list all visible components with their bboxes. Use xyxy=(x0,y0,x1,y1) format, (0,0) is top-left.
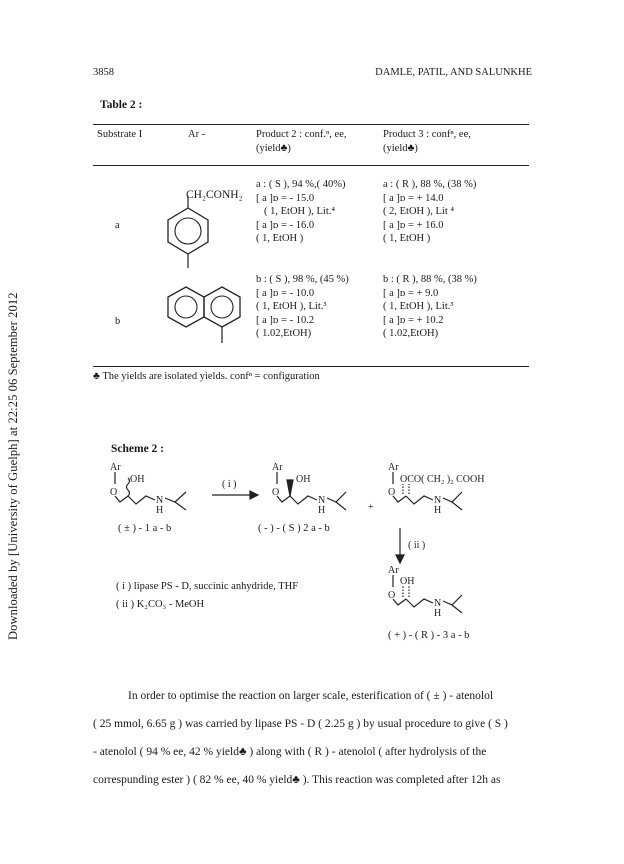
mol4-ar: Ar xyxy=(388,565,399,576)
label-racemic: ( ± ) - 1 a - b xyxy=(118,523,172,534)
table-footnote: ♣ The yields are isolated yields. confⁿ = configuration xyxy=(93,371,320,382)
step-i-label: ( i ) xyxy=(222,479,237,490)
row-a-substrate: a xyxy=(115,220,120,231)
mol2-ar: Ar xyxy=(272,462,283,473)
mol4-oh: OH xyxy=(400,576,415,587)
mol2-h: H xyxy=(318,505,326,516)
mol1-n: N xyxy=(156,495,164,506)
row-a-aryl-structure xyxy=(160,196,220,272)
col-header-product3: Product 3 : confⁿ, ee, (yield♣) xyxy=(383,129,471,154)
mol3-h: H xyxy=(434,505,442,516)
table-title: Table 2 : xyxy=(100,99,143,111)
mol4-h: H xyxy=(434,608,442,619)
mol1-h: H xyxy=(156,505,164,516)
mol2-o: O xyxy=(272,487,280,498)
row-b-naphthyl-structure xyxy=(166,283,252,347)
table-top-rule xyxy=(93,124,529,125)
scheme-title: Scheme 2 : xyxy=(111,443,165,455)
col-header-product2: Product 2 : conf.ⁿ, ee, (yield♣) xyxy=(256,129,347,154)
row-b-product3: b : ( R ), 88 %, (38 %) [ a ]ᴅ = + 9.0 ( 1, EtOH ), Lit.³ [ a ]ᴅ = + 10.2 ( 1.02,EtOH) xyxy=(383,274,477,340)
mol2-n: N xyxy=(318,495,326,506)
col-header-ar: Ar - xyxy=(188,129,206,140)
mol3-ester: OCO( CH₂ )₂ COOH xyxy=(400,474,485,485)
label-s-product: ( - ) - ( S ) 2 a - b xyxy=(258,523,330,534)
plus-sign: + xyxy=(368,502,374,513)
download-watermark: Downloaded by [University of Guelph] at 22:25 06 September 2012 xyxy=(6,292,20,640)
mol3-o: O xyxy=(388,487,396,498)
col-header-substrate: Substrate I xyxy=(97,129,143,140)
mol1-o: O xyxy=(110,487,118,498)
scheme-conditions xyxy=(116,580,298,611)
row-b-substrate: b xyxy=(115,316,121,327)
page-number: 3858 xyxy=(93,67,114,78)
running-title: DAMLE, PATIL, AND SALUNKHE xyxy=(375,67,532,78)
row-b-product2: b : ( S ), 98 %, (45 %) [ a ]ᴅ = - 10.0 ( 1, EtOH ), Lit.³ [ a ]ᴅ = - 10.2 ( 1.02,EtOH) xyxy=(256,274,349,340)
mol1-ar: Ar xyxy=(110,462,121,473)
mol4-o: O xyxy=(388,590,396,601)
table-bottom-rule xyxy=(93,366,529,367)
row-a-ar-label: CH₂CONH₂ xyxy=(186,189,243,201)
mol4-n: N xyxy=(434,598,442,609)
condition-i: ( i ) lipase PS - D, succinic anhydride, THF xyxy=(116,581,299,592)
mol3-ar: Ar xyxy=(388,462,399,473)
mol1-oh: OH xyxy=(130,474,145,485)
body-line-2: ( 25 mmol, 6.65 g ) was carried by lipase PS - D ( 2.25 g ) by usual procedure to give ( S ) xyxy=(93,718,508,730)
mol3-n: N xyxy=(434,495,442,506)
mol2-oh: OH xyxy=(296,474,311,485)
row-a-product2: a : ( S ), 94 %,( 40%) [ a ]ᴅ = - 15.0 ( 1, EtOH ), Lit.⁴ [ a ]ᴅ = - 16.0 ( 1, EtOH ) xyxy=(256,179,346,245)
body-line-3: - atenolol ( 94 % ee, 42 % yield♣ ) along with ( R ) - atenolol ( after hydrolysis of the xyxy=(93,746,487,758)
body-line-1: In order to optimise the reaction on larger scale, esterification of ( ± ) - atenolol xyxy=(128,690,494,702)
label-r-product: ( + ) - ( R ) - 3 a - b xyxy=(388,630,470,641)
condition-ii: ( ii ) K₂CO₃ - MeOH xyxy=(116,598,205,610)
row-a-product3: a : ( R ), 88 %, (38 %) [ a ]ᴅ = + 14.0 ( 2, EtOH ), Lit ⁴ [ a ]ᴅ = + 16.0 ( 1, EtOH ) xyxy=(383,179,477,245)
step-ii-label: ( ii ) xyxy=(408,540,426,551)
table-header-rule xyxy=(93,165,529,166)
body-line-4: correspunding ester ) ( 82 % ee, 40 % yield♣ ). This reaction was completed after 12h as xyxy=(93,774,501,786)
